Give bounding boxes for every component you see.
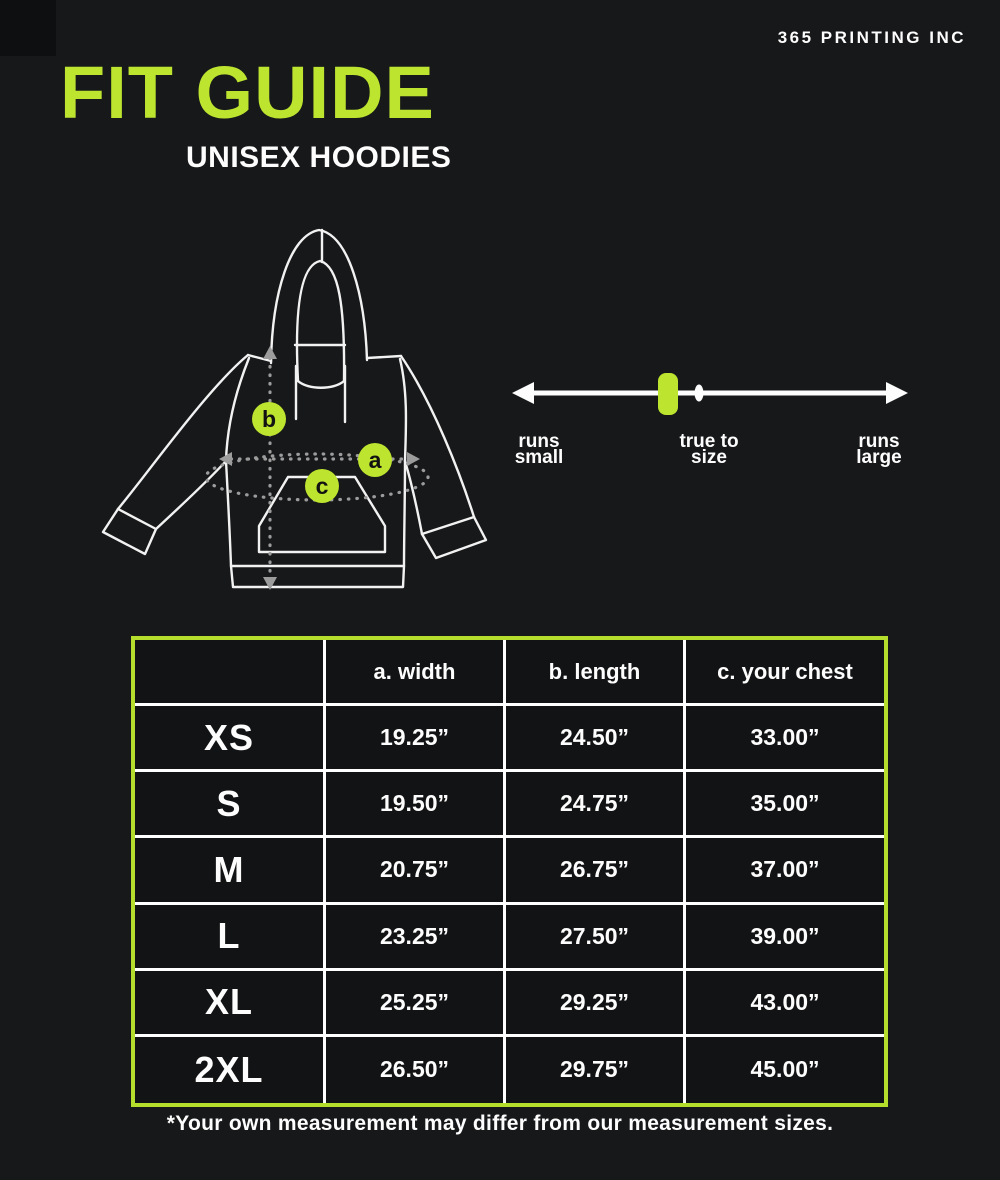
- marker-a-label: a: [368, 447, 382, 473]
- slider-label-line: true to: [679, 431, 739, 452]
- slider-label-line: size: [691, 447, 727, 468]
- size-table-row: [135, 1037, 884, 1103]
- length-cell: 24.50”: [506, 706, 686, 769]
- hem-band: [231, 566, 404, 587]
- width-cell: 25.25”: [326, 971, 506, 1034]
- length-cell: 29.25”: [506, 971, 686, 1034]
- page-subtitle: UNISEX HOODIES: [186, 141, 452, 174]
- width-cell: 19.50”: [326, 772, 506, 835]
- hood-outer: [271, 230, 367, 363]
- size-table-row: [135, 772, 884, 838]
- cuff-left-line: [118, 509, 156, 529]
- size-cell: 2XL: [135, 1037, 326, 1103]
- length-cell: 29.75”: [506, 1037, 686, 1103]
- size-table-header-row: [135, 640, 884, 706]
- size-table-row: [135, 838, 884, 904]
- body-right: [404, 461, 405, 566]
- size-cell: XL: [135, 971, 326, 1034]
- length-cell: 24.75”: [506, 772, 686, 835]
- chest-cell: 37.00”: [750, 856, 820, 883]
- brand-name: 365 PRINTING INC: [777, 28, 966, 47]
- slider-label-runs-large: [842, 431, 916, 468]
- chest-cell: 39.00”: [750, 922, 820, 949]
- header-cell-length: b. length: [506, 640, 686, 703]
- corner-dark-square: [0, 0, 56, 56]
- hoodie-outline-drawing: [103, 230, 486, 587]
- slider-label-line: runs: [858, 431, 900, 452]
- marker-c-label: c: [315, 473, 329, 499]
- hood-chin-curve: [298, 381, 344, 388]
- fit-scale-slider: [510, 370, 910, 422]
- measurement-disclaimer: *Your own measurement may differ from our measurement sizes.: [166, 1112, 834, 1135]
- size-table-row: [135, 706, 884, 772]
- header-cell-empty: [135, 640, 326, 703]
- width-cell: 26.50”: [326, 1037, 506, 1103]
- width-cell: 20.75”: [326, 838, 506, 901]
- chest-cell: 45.00”: [750, 1056, 820, 1083]
- sleeve-right-top: [401, 356, 474, 517]
- hood-inner-opening: [297, 261, 344, 381]
- arrow-right: [407, 452, 420, 466]
- size-cell: M: [135, 838, 326, 901]
- width-cell: 23.25”: [326, 905, 506, 968]
- body-left: [226, 461, 231, 566]
- size-table: [131, 636, 888, 1107]
- armhole-right: [400, 359, 406, 461]
- size-table-row: [135, 905, 884, 971]
- chest-cell: 35.00”: [750, 790, 820, 817]
- page-title: FIT GUIDE: [60, 51, 435, 134]
- length-cell: 27.50”: [506, 905, 686, 968]
- marker-b-label: b: [261, 406, 277, 432]
- slider-arrow-right-icon: [886, 382, 908, 404]
- header-cell-chest: c. your chest: [717, 658, 853, 684]
- measurement-lines: [206, 358, 428, 578]
- slider-center-dot: [695, 385, 704, 402]
- slider-label-line: runs: [518, 431, 560, 452]
- size-cell: XS: [135, 706, 326, 769]
- size-table-row: [135, 971, 884, 1037]
- slider-label-line: large: [856, 447, 902, 468]
- width-cell: 19.25”: [326, 706, 506, 769]
- shoulder-right: [367, 356, 401, 358]
- sleeve-right-bottom: [405, 461, 422, 534]
- chest-cell: 33.00”: [750, 724, 820, 751]
- chest-cell: 43.00”: [750, 988, 820, 1015]
- cuff-right-line: [422, 517, 474, 534]
- slider-label-true-to-size: [666, 431, 752, 468]
- measurement-markers: [252, 402, 392, 503]
- size-cell: S: [135, 772, 326, 835]
- hoodie-diagram: [98, 218, 498, 618]
- slider-arrow-left-icon: [512, 382, 534, 404]
- sleeve-left-bottom: [156, 461, 226, 529]
- slider-label-line: small: [514, 447, 564, 468]
- slider-marker-pill: [658, 373, 678, 415]
- slider-label-runs-small: [504, 431, 574, 468]
- size-cell: L: [135, 905, 326, 968]
- header-cell-width: a. width: [326, 640, 506, 703]
- length-cell: 26.75”: [506, 838, 686, 901]
- arrow-up: [263, 346, 277, 359]
